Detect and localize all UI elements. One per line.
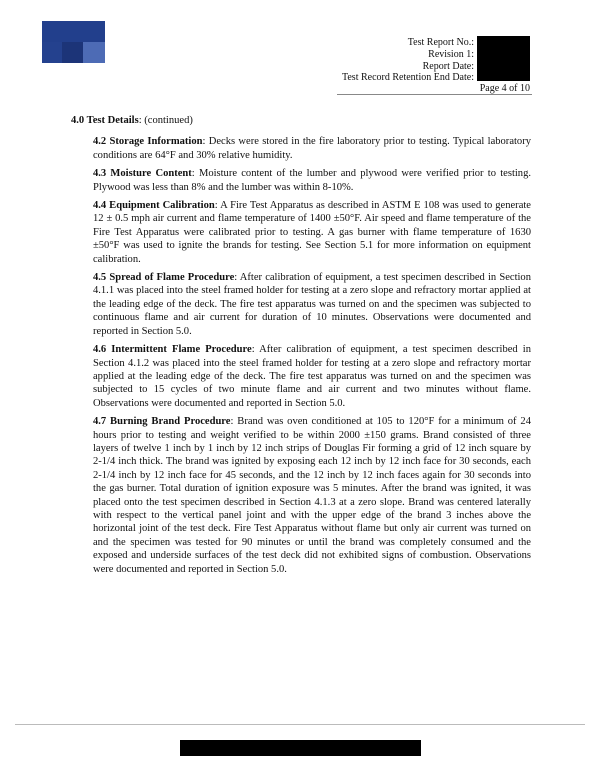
report-no-label: Test Report No.: [407, 37, 474, 48]
page-number: Page 4 of 10 [479, 83, 530, 94]
redacted-footer [180, 740, 421, 756]
paragraph-text: : After calibration of equipment, a test specimen described in Section 4.1.2 was placed into the steel framed holder for testing at a zero slope and refractory mortar applied at the leading edge of the deck. The fire test apparatus was turned on and the specimen was subjected to 15 cycles of two minute flame and air current and two minutes without flame. Observations were documented and reported in Section 5.0. [93, 344, 531, 409]
paragraph-heading: 4.2 Storage Information [93, 136, 203, 148]
section-number: 4.0 Test Details [71, 115, 139, 126]
redacted-report-no [477, 36, 530, 47]
revision-label: Revision 1: [428, 49, 474, 60]
section-suffix: : (continued) [138, 115, 193, 126]
company-logo [42, 21, 105, 63]
paragraph-heading: 4.6 Intermittent Flame Procedure [93, 344, 252, 356]
document-body [71, 114, 531, 581]
paragraph-intermittent-flame [93, 343, 531, 410]
paragraph-text: : Decks were stored in the fire laboratory prior to testing. Typical laboratory conditions are 64°F and 30% relative humidity. [93, 136, 531, 161]
redacted-header-values [477, 47, 530, 81]
paragraph-heading: 4.5 Spread of Flame Procedure [93, 272, 235, 284]
paragraph-text: : After calibration of equipment, a test specimen described in Section 4.1.1 was placed into the steel framed holder for testing at a zero slope and refractory mortar applied at the leading edge of the deck. The fire test apparatus was turned on and the specimen was subjected to continuous flame and air current for duration of 10 minutes. Observations were documented and reported in Section 5.0. [93, 272, 531, 337]
paragraph-calibration [93, 199, 531, 266]
paragraph-storage [93, 135, 531, 162]
header-rule [337, 94, 532, 95]
paragraph-burning-brand [93, 415, 531, 576]
paragraph-text: : Brand was oven conditioned at 105 to 120°F for a minimum of 24 hours prior to testing and weight verified to be within 2000 ±150 grams. Brand consisted of three layers of twelve 1 inch by 1 inch by 12 inch strips of Douglas Fir forming a grid of 12 inch square by 2-1/4 inch thick. The brand was ignited by exposing each 12 inch by 12 inch face for 30 seconds, each 2-1/4 inch by 12 inch face for 45 seconds, and the 12 inch by 12 inch faces again for 30 seconds into the gas burner. Total duration of ignition exposure was 5 minutes. After the brand was ignited, it was placed onto the test specimen described in Section 4.1.3 at a zero slope. Brand was centered laterally with respect to the vertical panel joint and with the upper edge of the brand 3 inches above the horizontal joint of the test deck. Fire Test Apparatus without flame but only air current was turned on and the specimen was tested for 90 minutes or until the brand was completely consumed and the exposed and underside surfaces of the test deck did not exhibited signs of combustion. Observations were documented and reported in Section 5.0. [93, 416, 531, 575]
paragraph-moisture [93, 167, 531, 194]
footer-rule [15, 724, 585, 725]
section-title [71, 114, 531, 127]
paragraph-text: : Moisture content of the lumber and plywood were verified prior to testing. Plywood was less than 8% and the lumber was within 8-10%. [93, 168, 531, 193]
report-date-label: Report Date: [422, 61, 474, 72]
paragraph-heading: 4.7 Burning Brand Procedure [93, 416, 231, 428]
retention-label: Test Record Retention End Date: [341, 72, 474, 83]
paragraph-heading: 4.4 Equipment Calibration [93, 200, 215, 212]
paragraph-spread-of-flame [93, 271, 531, 338]
paragraph-text: : A Fire Test Apparatus as described in ASTM E 108 was used to generate 12 ± 0.5 mph air current and flame temperature of 1400 ±50°F. Air speed and flame temperature of the Fire Test Apparatus were calibrated prior to testing. A gas burner with flame temperature of 1630 ±50°F was used to ignite the brands for testing. See Section 5.1 for more information on equipment calibration. [93, 200, 531, 265]
paragraph-heading: 4.3 Moisture Content [93, 168, 192, 180]
